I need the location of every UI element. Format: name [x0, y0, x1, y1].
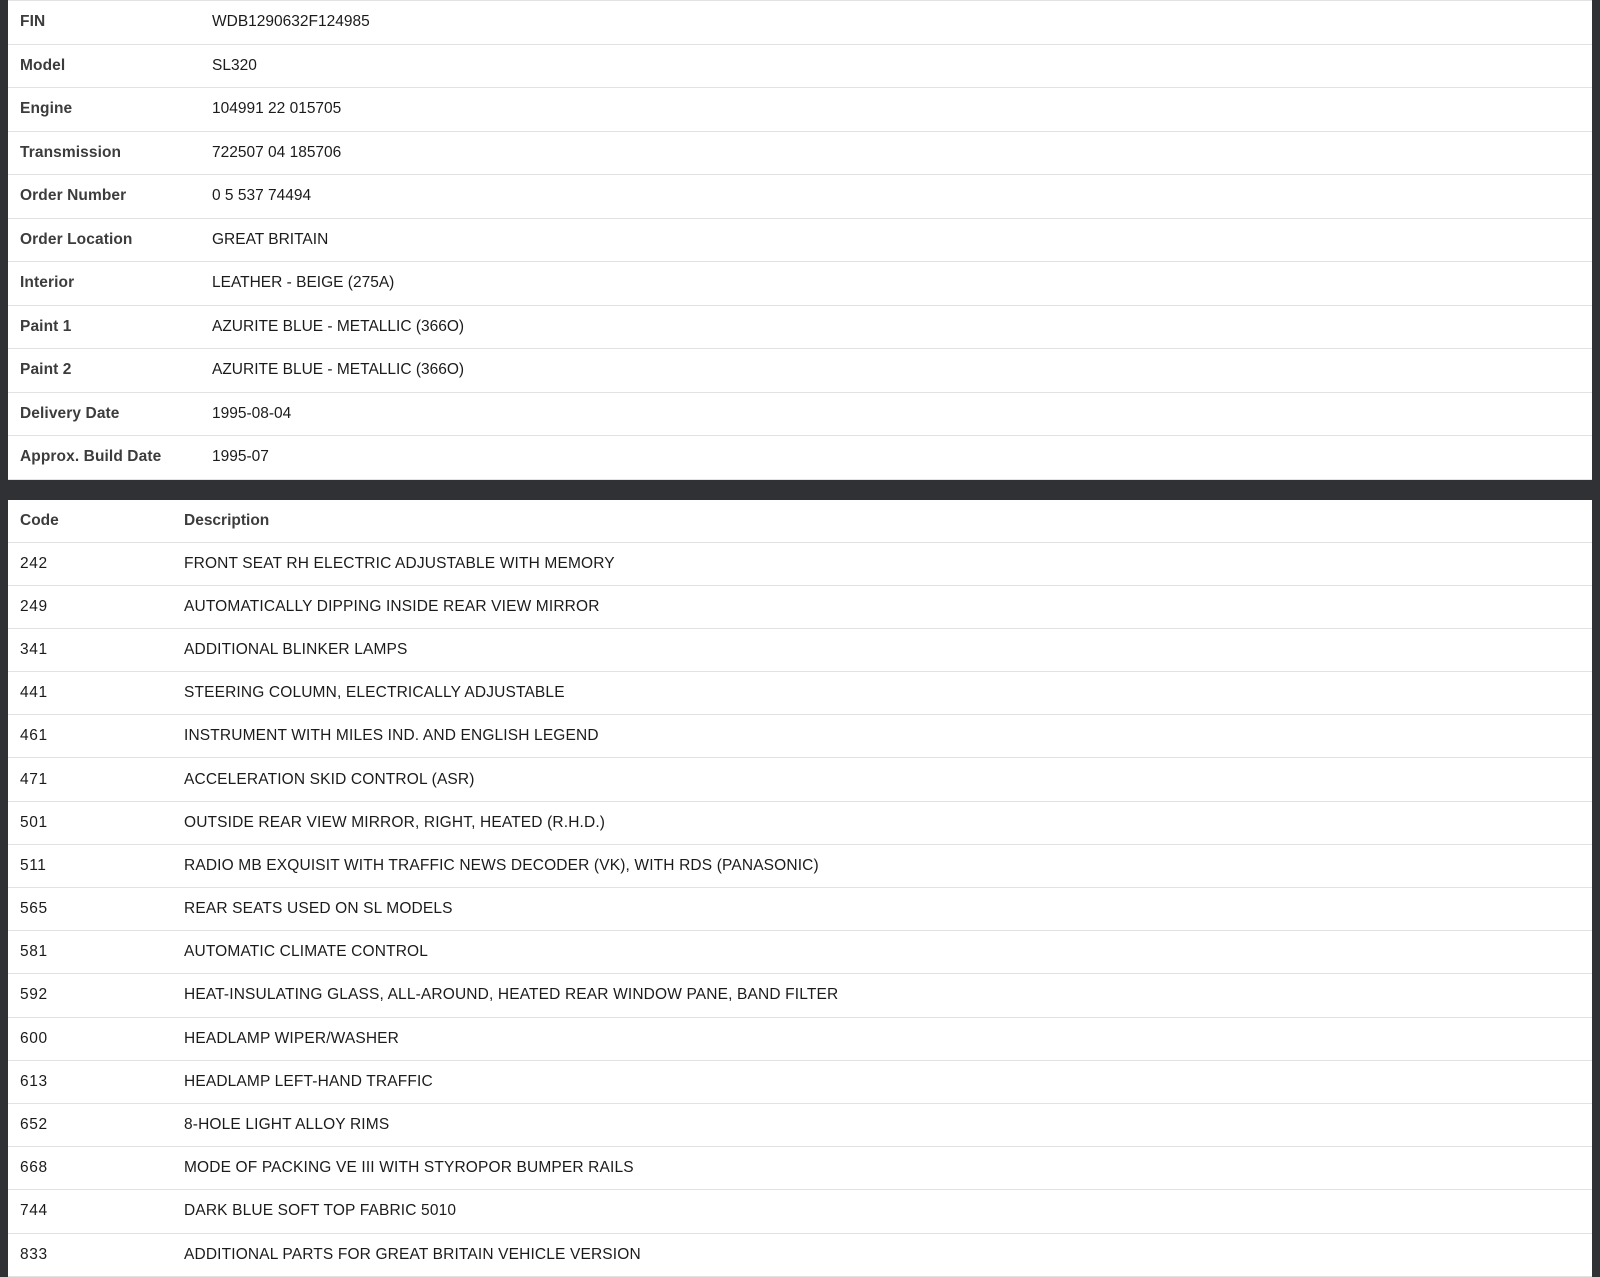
- spec-label: Order Location: [20, 230, 133, 248]
- option-description: HEADLAMP LEFT-HAND TRAFFIC: [184, 1072, 433, 1090]
- option-codes-table: [8, 500, 1592, 1277]
- table-row: [8, 715, 1592, 758]
- spec-value: 104991 22 015705: [212, 100, 342, 118]
- spec-label: Interior: [20, 274, 75, 292]
- spec-row: [8, 262, 1592, 306]
- option-codes-header-row: [8, 500, 1592, 543]
- option-code: 668: [20, 1159, 48, 1177]
- option-description: ADDITIONAL BLINKER LAMPS: [184, 640, 408, 658]
- option-description: FRONT SEAT RH ELECTRIC ADJUSTABLE WITH MEMORY: [184, 554, 615, 572]
- spec-value: 1995-08-04: [212, 404, 292, 422]
- option-code: 461: [20, 727, 48, 745]
- table-row: [8, 1017, 1592, 1060]
- table-row: [8, 542, 1592, 585]
- option-description: REAR SEATS USED ON SL MODELS: [184, 900, 453, 918]
- spec-label: Model: [20, 56, 66, 74]
- table-row: [8, 1190, 1592, 1233]
- option-description: ADDITIONAL PARTS FOR GREAT BRITAIN VEHICLE VERSION: [184, 1245, 641, 1263]
- spec-row: [8, 131, 1592, 175]
- option-code: 441: [20, 684, 48, 702]
- spec-label: Paint 1: [20, 317, 72, 335]
- spec-value: 0 5 537 74494: [212, 187, 312, 205]
- spec-value: LEATHER - BEIGE (275A): [212, 274, 395, 292]
- spec-value: AZURITE BLUE - METALLIC (366O): [212, 317, 465, 335]
- vehicle-spec-table: [8, 0, 1592, 480]
- spec-value: WDB1290632F124985: [212, 13, 370, 31]
- option-description: OUTSIDE REAR VIEW MIRROR, RIGHT, HEATED (R.H.D.): [184, 813, 606, 831]
- table-row: [8, 1060, 1592, 1103]
- spec-row: [8, 349, 1592, 393]
- option-code: 501: [20, 813, 48, 831]
- table-row: [8, 672, 1592, 715]
- column-header-code: Code: [8, 500, 98, 543]
- option-code: 242: [20, 554, 48, 572]
- option-description: 8-HOLE LIGHT ALLOY RIMS: [184, 1116, 390, 1134]
- option-description: DARK BLUE SOFT TOP FABRIC 5010: [184, 1202, 457, 1220]
- spec-row: [8, 88, 1592, 132]
- spec-row: [8, 1, 1592, 45]
- option-code: 341: [20, 640, 48, 658]
- option-code: 471: [20, 770, 48, 788]
- table-row: [8, 801, 1592, 844]
- table-row: [8, 1103, 1592, 1146]
- option-description: RADIO MB EXQUISIT WITH TRAFFIC NEWS DECODER (VK), WITH RDS (PANASONIC): [184, 856, 819, 874]
- option-code: 600: [20, 1029, 48, 1047]
- table-row: [8, 974, 1592, 1017]
- spec-label: Order Number: [20, 187, 127, 205]
- table-row: [8, 758, 1592, 801]
- spec-row: [8, 392, 1592, 436]
- spec-value: 1995-07: [212, 448, 269, 466]
- right-edge-rail: [1592, 0, 1600, 1277]
- option-code: 833: [20, 1245, 48, 1263]
- section-divider-band: [0, 480, 1600, 500]
- option-code: 613: [20, 1072, 48, 1090]
- option-description: AUTOMATIC CLIMATE CONTROL: [184, 943, 429, 961]
- spec-label: Delivery Date: [20, 404, 120, 422]
- option-code: 652: [20, 1116, 48, 1134]
- option-code: 249: [20, 597, 48, 615]
- option-code: 744: [20, 1202, 48, 1220]
- card-content: [8, 0, 1592, 1277]
- spec-value: GREAT BRITAIN: [212, 230, 329, 248]
- table-row: [8, 628, 1592, 671]
- option-description: AUTOMATICALLY DIPPING INSIDE REAR VIEW MIRROR: [184, 597, 600, 615]
- option-code: 592: [20, 986, 48, 1004]
- table-row: [8, 931, 1592, 974]
- option-description: ACCELERATION SKID CONTROL (ASR): [184, 770, 475, 788]
- option-code: 565: [20, 900, 48, 918]
- spec-row: [8, 218, 1592, 262]
- spec-label: Transmission: [20, 143, 122, 161]
- spec-label: Paint 2: [20, 361, 72, 379]
- spec-row: [8, 305, 1592, 349]
- spec-value: SL320: [212, 56, 257, 74]
- table-row: [8, 585, 1592, 628]
- table-row: [8, 1233, 1592, 1276]
- option-description: STEERING COLUMN, ELECTRICALLY ADJUSTABLE: [184, 684, 565, 702]
- option-description: MODE OF PACKING VE III WITH STYROPOR BUMPER RAILS: [184, 1159, 634, 1177]
- column-header-description: Description: [98, 500, 1592, 543]
- spec-label: FIN: [20, 13, 46, 31]
- spec-label: Engine: [20, 100, 73, 118]
- option-code: 581: [20, 943, 48, 961]
- spec-value: AZURITE BLUE - METALLIC (366O): [212, 361, 465, 379]
- table-row: [8, 888, 1592, 931]
- spec-row: [8, 44, 1592, 88]
- left-edge-rail: [0, 0, 8, 1277]
- option-description: HEADLAMP WIPER/WASHER: [184, 1029, 400, 1047]
- spec-value: 722507 04 185706: [212, 143, 342, 161]
- spec-row: [8, 436, 1592, 480]
- table-row: [8, 1147, 1592, 1190]
- table-row: [8, 844, 1592, 887]
- option-description: INSTRUMENT WITH MILES IND. AND ENGLISH LEGEND: [184, 727, 599, 745]
- spec-row: [8, 175, 1592, 219]
- option-code: 511: [20, 856, 47, 874]
- option-description: HEAT-INSULATING GLASS, ALL-AROUND, HEATED REAR WINDOW PANE, BAND FILTER: [184, 986, 839, 1004]
- spec-label: Approx. Build Date: [20, 448, 162, 466]
